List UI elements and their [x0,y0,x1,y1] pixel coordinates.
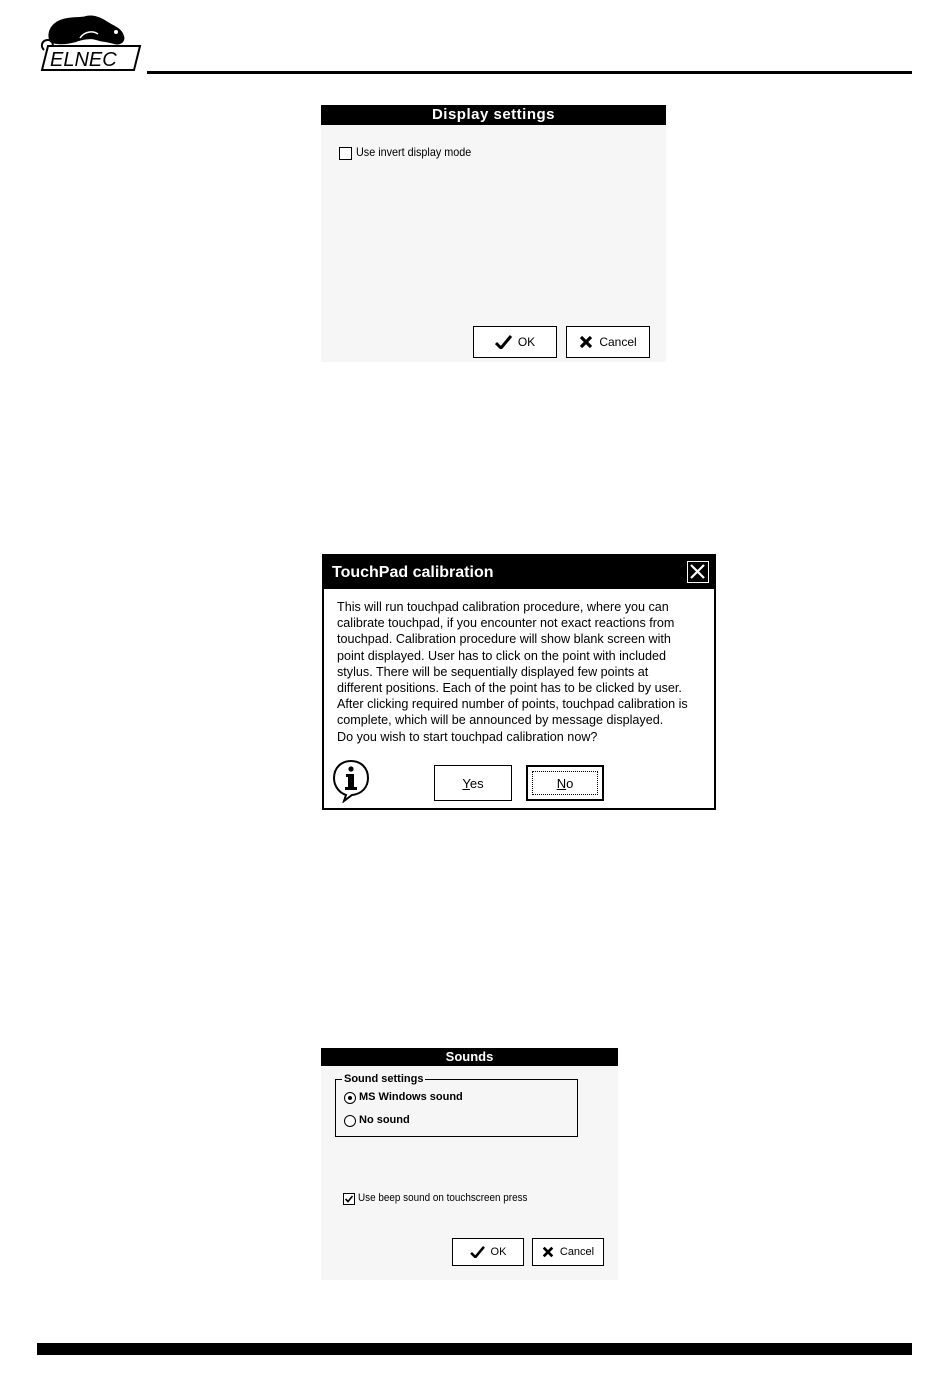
checkmark-icon [470,1246,485,1258]
yes-label: Yes [462,775,484,791]
sounds-cancel-button[interactable] [532,1238,604,1266]
footer-rule [37,1343,912,1355]
sounds-cancel-label: Cancel [559,1246,595,1258]
cross-icon [542,1246,554,1258]
invert-display-label: Use invert display mode [356,145,472,159]
sounds-ok-button[interactable] [452,1238,524,1266]
sounds-title: Sounds [321,1048,618,1066]
elnec-logo [36,12,144,74]
no-sound-label: No sound [359,1114,410,1126]
beep-sound-checkbox[interactable] [343,1193,355,1205]
info-icon [332,759,370,803]
checkmark-icon [344,1194,354,1204]
close-button[interactable] [687,561,709,583]
no-button[interactable] [526,765,604,801]
radio-ms-windows-sound[interactable] [344,1092,356,1104]
invert-display-checkbox[interactable] [339,147,352,160]
sound-settings-group-label: Sound settings [344,1073,424,1085]
ms-windows-sound-label: MS Windows sound [359,1091,463,1103]
display-cancel-button[interactable] [566,326,650,358]
sounds-ok-label: OK [490,1246,507,1258]
cross-icon [579,335,593,349]
yes-button[interactable] [434,765,512,801]
touchpad-calibration-dialog [322,554,716,810]
focus-rectangle [532,771,598,795]
display-ok-button[interactable] [473,326,557,358]
checkmark-icon [495,335,512,349]
display-settings-title: Display settings [321,105,666,125]
beep-sound-label: Use beep sound on touchscreen press [358,1192,528,1204]
radio-no-sound[interactable] [344,1115,356,1127]
header-rule [147,71,912,74]
no-label: No [556,775,574,791]
close-icon [688,562,707,581]
touchpad-message: This will run touchpad calibration procedure, where you can calibrate touchpad, if you encounter not exact reactions from touchpad. Calibration procedure will show blank screen with point displayed. User has to click on the point with included stylus. There will be sequentially displayed few points at different positions. Each of the point has to be clicked by user. After clicking required number of points, touchpad calibration is complete, which will be announced by message displayed. Do you wish to start touchpad calibration now? [337,600,688,744]
display-cancel-label: Cancel [599,335,637,349]
svg-text:ELNEC: ELNEC [50,49,117,71]
sound-settings-group [335,1079,578,1137]
touchpad-dialog-title: TouchPad calibration [332,564,494,581]
display-ok-label: OK [517,335,536,349]
